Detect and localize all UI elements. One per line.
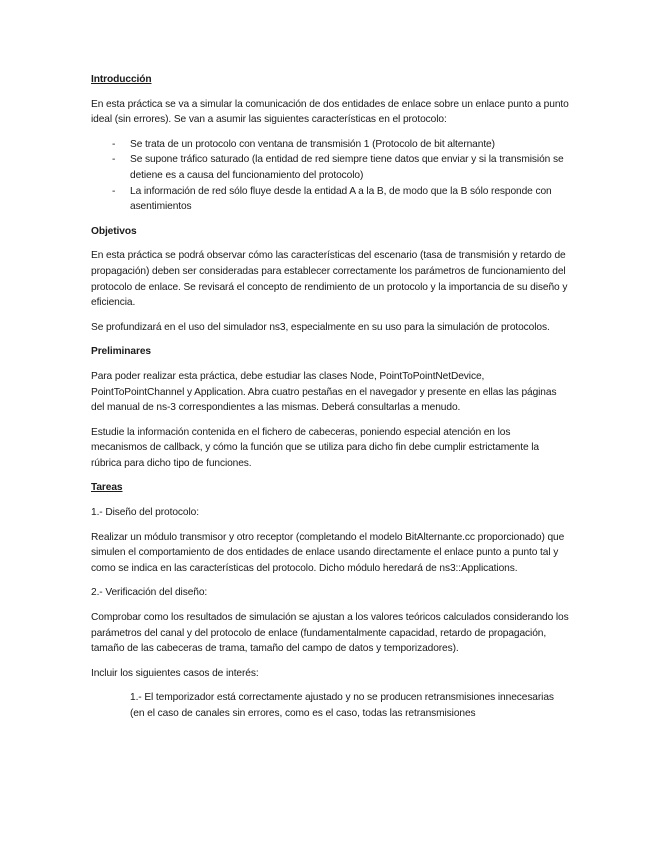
task2-title: 2.- Verificación del diseño: <box>91 587 208 599</box>
document-body <box>91 72 569 722</box>
dash-marker-icon: - <box>112 154 116 166</box>
intro-bullet-text: Se trata de un protocolo con ventana de transmisión 1 (Protocolo de bit alternante) <box>130 138 495 150</box>
task2-paragraph: Comprobar como los resultados de simulación se ajustan a los valores teóricos calculados considerando los parámetros del canal y del protocolo de enlace (fundamentalmente capacidad, retardo de propagación, tamaño de las cabeceras de trama, tamaño del campo de datos y temporizadores). <box>91 612 569 655</box>
task1-title: 1.- Diseño del protocolo: <box>91 507 199 519</box>
case-item: 1.- El temporizador está correctamente ajustado y no se producen retransmisiones innecesarias (en el caso de canales sin errores, como es el caso, todas las retransmisiones <box>130 692 554 719</box>
intro-bullet-list <box>91 137 569 215</box>
intro-paragraph: En esta práctica se va a simular la comunicación de dos entidades de enlace sobre un enlace punto a punto ideal (sin errores). Se van a asumir las siguientes características en el protocolo: <box>91 98 569 126</box>
objetivos-paragraph: Se profundizará en el uso del simulador ns3, especialmente en su uso para la simulación de protocolos. <box>91 321 550 333</box>
task1-paragraph: Realizar un módulo transmisor y otro receptor (completando el modelo BitAlternante.cc proporcionado) que simulen el comportamiento de dos entidades de enlace usando directamente el enlace punto a punto tal y como se indica en las características del protocolo. Dicho módulo heredará de ns3::Applications. <box>91 531 565 574</box>
cases-intro: Incluir los siguientes casos de interés: <box>91 667 259 679</box>
tareas-heading: Tareas <box>91 482 123 494</box>
dash-marker-icon: - <box>112 138 116 150</box>
preliminares-heading: Preliminares <box>91 346 151 358</box>
objetivos-paragraph: En esta práctica se podrá observar cómo las características del escenario (tasa de transmisión y retardo de propagación) deben ser consideradas para establecer correctamente los parámetros de funcionamiento del protocolo de enlace. Se revisará el concepto de rendimiento de un protocolo y la importancia de su diseño y eficiencia. <box>91 250 568 309</box>
preliminares-paragraph: Estudie la información contenida en el fichero de cabeceras, poniendo especial atención en los mecanismos de callback, y cómo la función que se utiliza para dicho fin debe cumplir estrictamente la rúbrica para dicho tipo de funciones. <box>91 426 540 469</box>
intro-bullet <box>91 184 569 215</box>
intro-bullet-text: La información de red sólo fluye desde la entidad A a la B, de modo que la B sólo responde con asentimientos <box>130 185 552 213</box>
intro-heading: Introducción <box>91 74 152 85</box>
intro-bullet <box>91 152 569 183</box>
preliminares-paragraph: Para poder realizar esta práctica, debe estudiar las clases Node, PointToPointNetDevice, PointToPointChannel y Application. Abra cuatro pestañas en el navegador y presente en ellas las páginas del manual de ns-3 correspondientes a las mismas. Deberá consultarlas a menudo. <box>91 370 557 414</box>
intro-bullet-text: Se supone tráfico saturado (la entidad de red siempre tiene datos que enviar y si la transmisión se detiene es a causa del funcionamiento del protocolo) <box>130 154 564 181</box>
dash-marker-icon: - <box>112 185 116 197</box>
objetivos-heading: Objetivos <box>91 225 137 237</box>
intro-bullet <box>91 137 569 153</box>
